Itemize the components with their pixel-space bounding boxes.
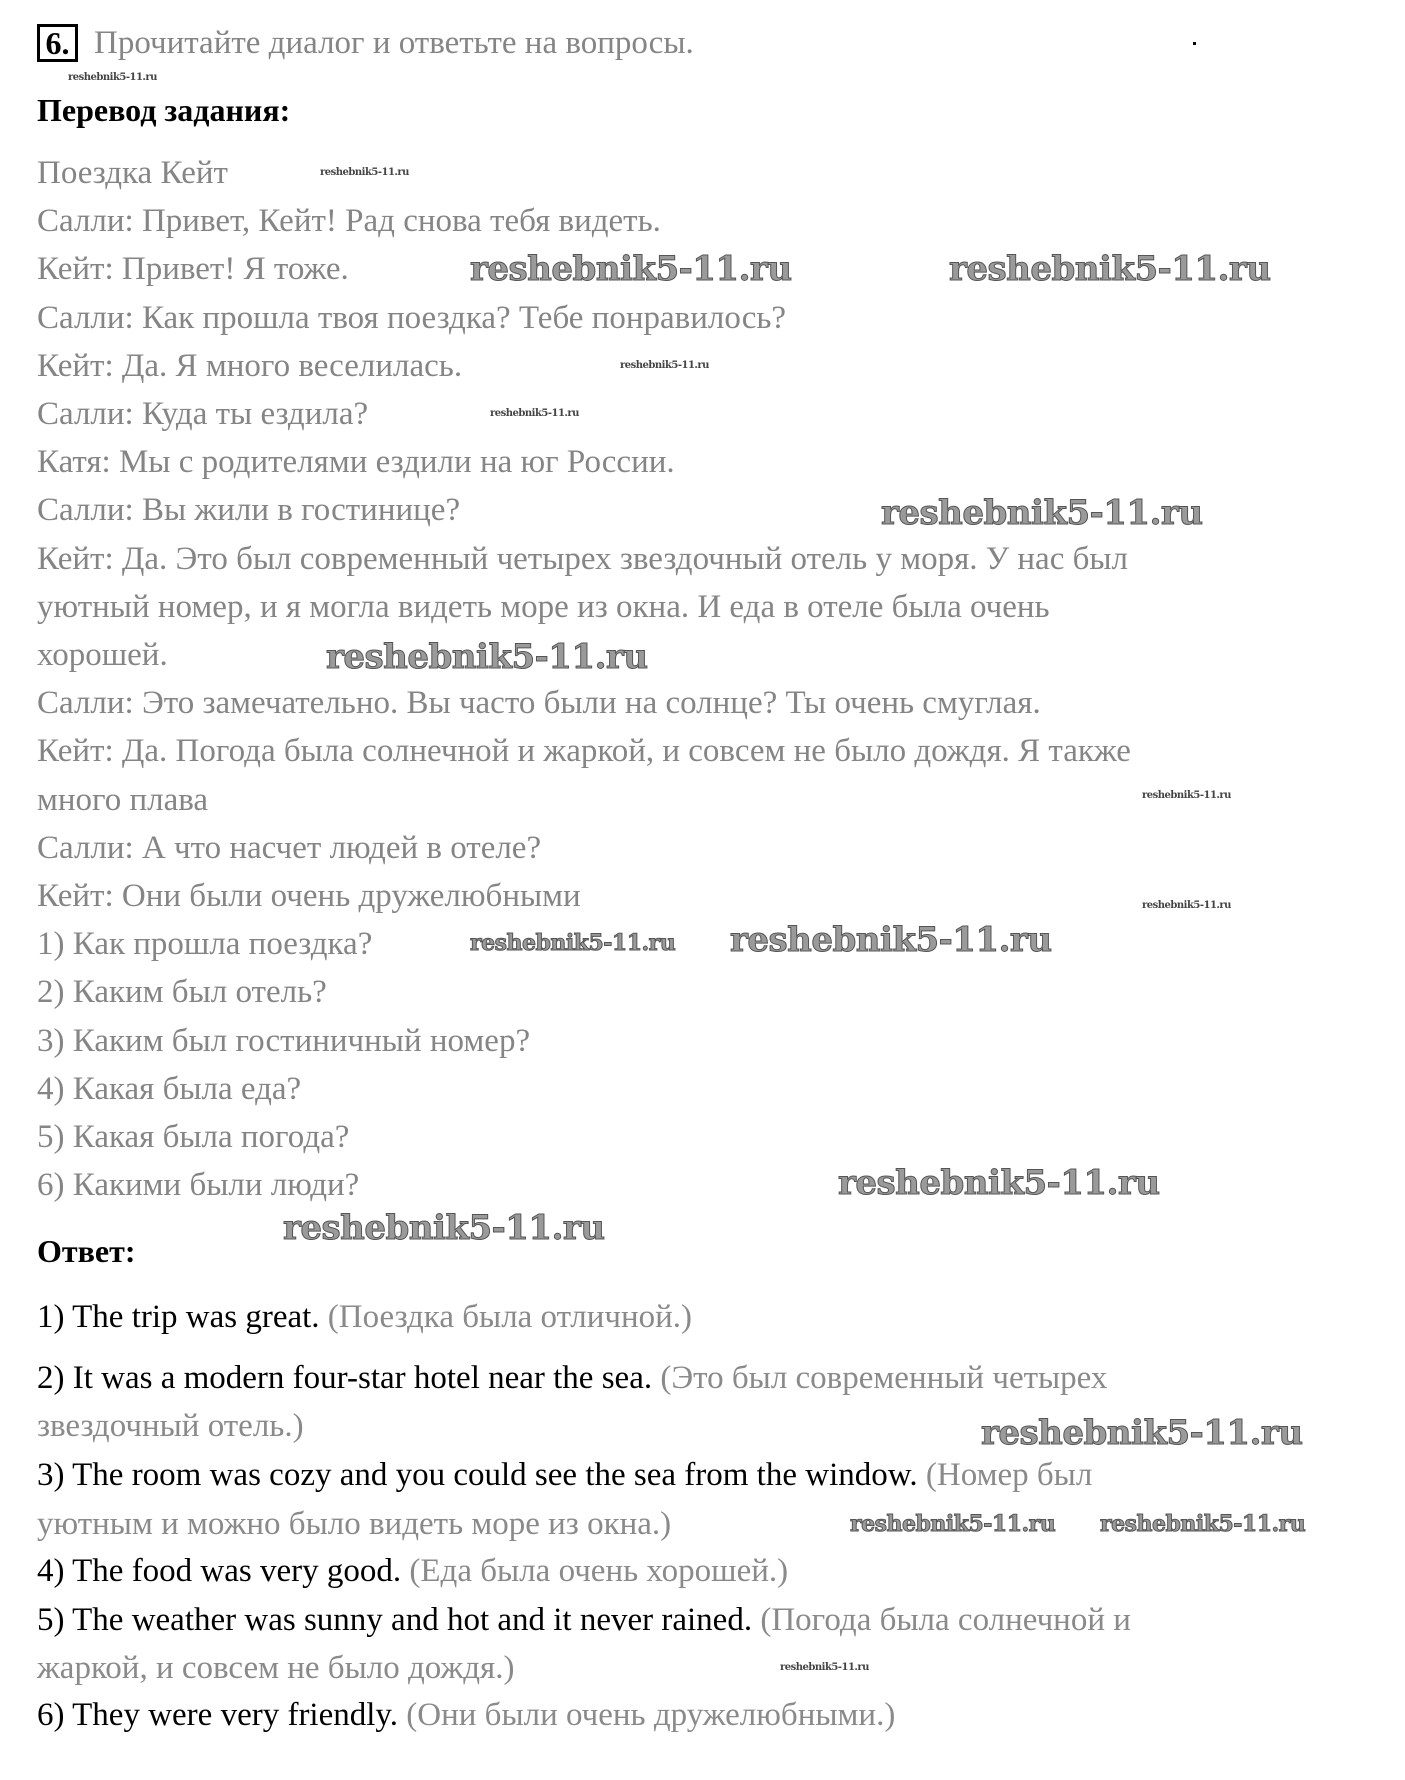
dialogue-line: Салли: Привет, Кейт! Рад снова тебя видеть. — [37, 203, 661, 240]
watermark: reshebnik5-11.ru — [320, 167, 409, 178]
question-line: 4) Какая была еда? — [37, 1070, 302, 1107]
answer-english: 1) The trip was great. — [37, 1299, 320, 1335]
question-line: 3) Каким был гостиничный номер? — [37, 1022, 531, 1059]
watermark: reshebnik5-11.ru — [1142, 790, 1231, 801]
dialogue-line: много плава — [37, 781, 209, 818]
task-instruction: Прочитайте диалог и ответьте на вопросы. — [94, 25, 694, 61]
answer-item — [37, 1695, 895, 1735]
task-number: 6. — [37, 24, 78, 62]
answer-item — [37, 1455, 1092, 1495]
answer-english: 2) It was a modern four-star hotel near the sea. — [37, 1360, 653, 1396]
answer-russian-continued: жаркой, и совсем не было дождя.) — [37, 1650, 515, 1686]
dialogue-line: Кейт: Да. Я много веселилась. — [37, 347, 463, 384]
watermark: reshebnik5-11.ru — [490, 408, 579, 419]
dialogue-line: Салли: Как прошла твоя поездка? Тебе понравилось? — [37, 299, 787, 336]
watermark: reshebnik5-11.ru — [780, 1662, 869, 1673]
watermark: reshebnik5-11.ru — [1100, 1511, 1306, 1537]
watermark: reshebnik5-11.ru — [730, 920, 1052, 960]
answer-russian-continued: звездочный отель.) — [37, 1408, 304, 1444]
dialogue-line: Кейт: Привет! Я тоже. — [37, 251, 349, 288]
dialogue-line: уютный номер, и я могла видеть море из окна. И еда в отеле была очень — [37, 588, 1050, 625]
answer-english: 5) The weather was sunny and hot and it never rained. — [37, 1602, 753, 1638]
dialogue-line: Салли: Вы жили в гостинице? — [37, 492, 461, 529]
answer-russian: (Номер был — [925, 1457, 1093, 1493]
dialogue-line: Кейт: Да. Погода была солнечной и жаркой, и совсем не было дождя. Я также — [37, 733, 1131, 770]
watermark: reshebnik5-11.ru — [68, 72, 157, 83]
question-line: 5) Какая была погода? — [37, 1119, 350, 1155]
watermark: reshebnik5-11.ru — [283, 1208, 605, 1248]
speck — [1193, 42, 1196, 45]
question-line: 1) Как прошла поездка? — [37, 926, 373, 963]
answer-english: 3) The room was cozy and you could see the sea from the window. — [37, 1457, 918, 1493]
answer-heading: Ответ: — [37, 1233, 136, 1269]
dialogue-line: Катя: Мы с родителями ездили на юг России. — [37, 444, 675, 481]
answer-russian: (Они были очень дружелюбными.) — [406, 1697, 896, 1733]
watermark: reshebnik5-11.ru — [470, 930, 676, 956]
answer-item — [37, 1551, 788, 1591]
answer-item — [37, 1358, 1107, 1398]
translation-heading: Перевод задания: — [37, 92, 291, 128]
watermark: reshebnik5-11.ru — [620, 360, 709, 371]
watermark: reshebnik5-11.ru — [326, 637, 648, 677]
watermark: reshebnik5-11.ru — [470, 249, 792, 289]
watermark: reshebnik5-11.ru — [881, 493, 1203, 533]
question-line: 6) Какими были люди? — [37, 1167, 360, 1204]
answer-russian: (Погода была солнечной и — [760, 1602, 1131, 1638]
watermark: reshebnik5-11.ru — [838, 1163, 1160, 1203]
answer-english: 4) The food was very good. — [37, 1553, 402, 1589]
dialogue-line: Кейт: Да. Это был современный четырех звездочный отель у моря. У нас был — [37, 540, 1129, 577]
answer-russian: (Это был современный четырех — [660, 1360, 1108, 1396]
answer-russian: (Еда была очень хорошей.) — [409, 1553, 789, 1589]
answer-russian-continued: уютным и можно было видеть море из окна.) — [37, 1506, 672, 1542]
answer-item — [37, 1297, 692, 1337]
dialogue-title: Поездка Кейт — [37, 155, 228, 191]
watermark: reshebnik5-11.ru — [981, 1413, 1303, 1453]
dialogue-line: Кейт: Они были очень дружелюбными — [37, 878, 581, 914]
watermark: reshebnik5-11.ru — [1142, 900, 1231, 911]
answer-item — [37, 1600, 1131, 1640]
answer-russian: (Поездка была отличной.) — [327, 1299, 693, 1335]
dialogue-line: Салли: Куда ты ездила? — [37, 396, 369, 432]
watermark: reshebnik5-11.ru — [949, 249, 1271, 289]
answer-english: 6) They were very friendly. — [37, 1697, 399, 1733]
dialogue-line: Салли: А что насчет людей в отеле? — [37, 829, 542, 866]
dialogue-line: Салли: Это замечательно. Вы часто были на солнце? Ты очень смуглая. — [37, 685, 1041, 722]
dialogue-line: хорошей. — [37, 637, 168, 673]
question-line: 2) Каким был отель? — [37, 974, 327, 1011]
watermark: reshebnik5-11.ru — [850, 1511, 1056, 1537]
